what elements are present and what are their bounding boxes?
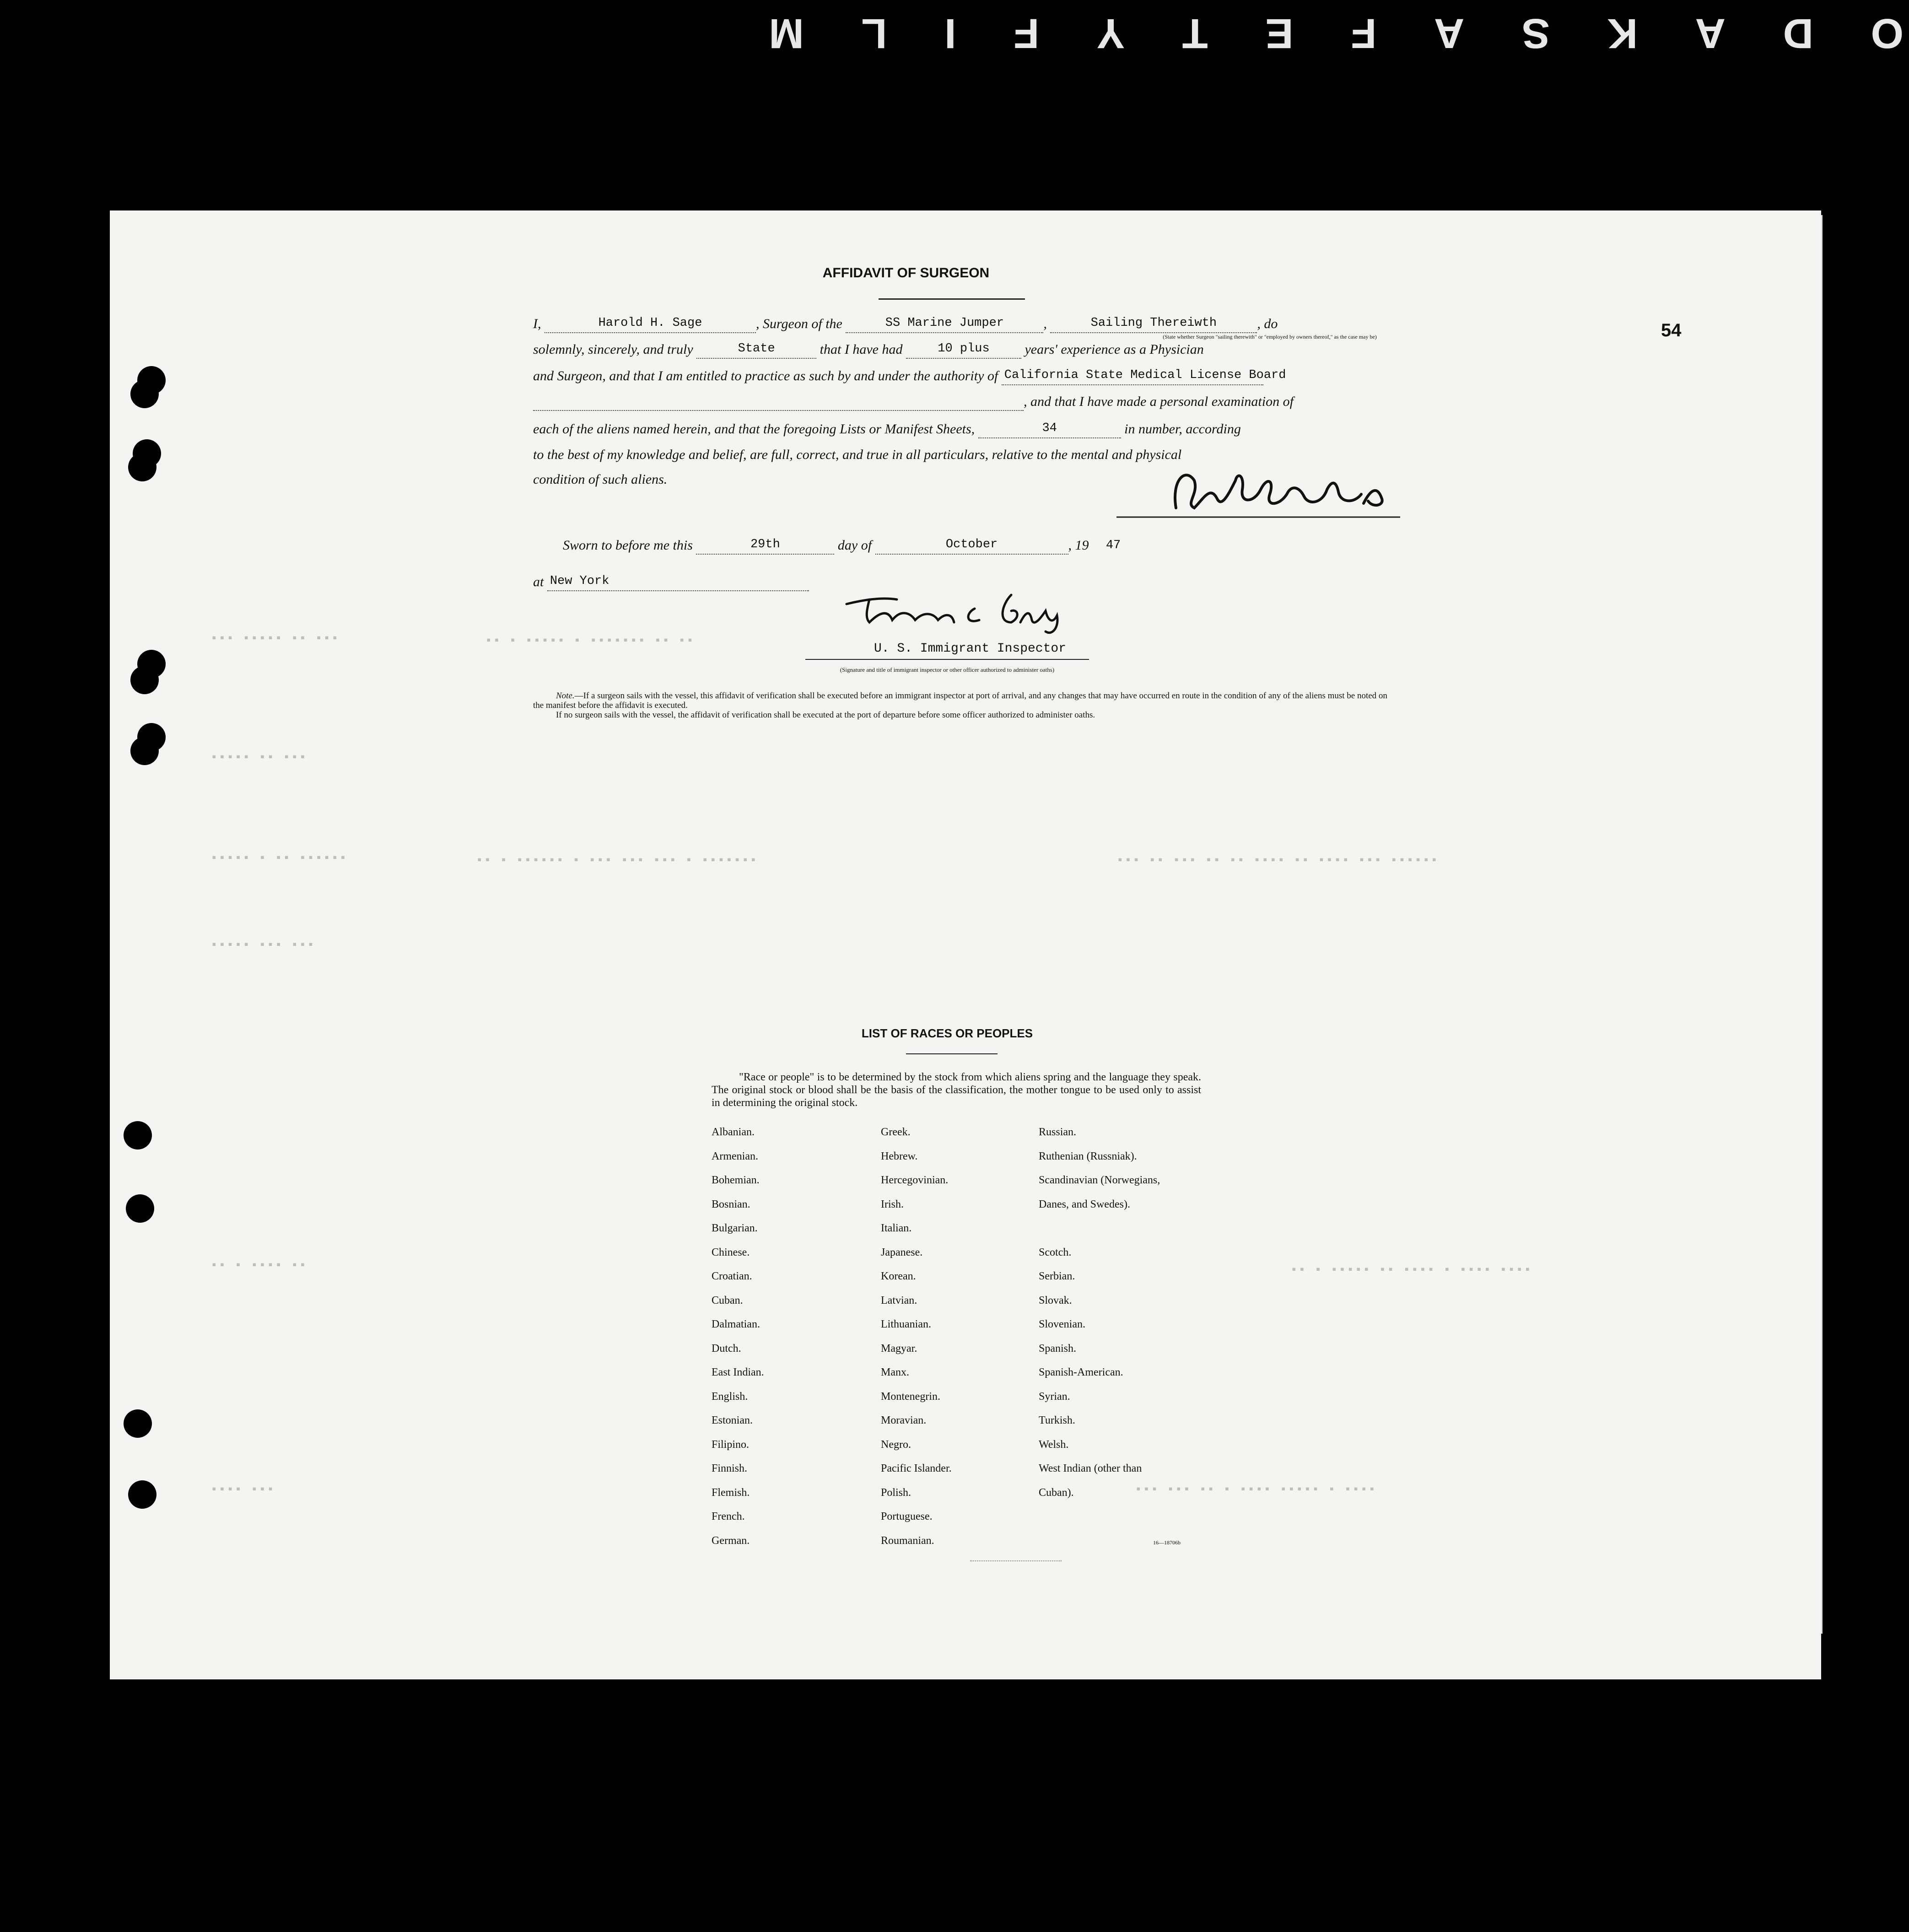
race-item: Lithuanian. [881,1318,931,1330]
race-item: East Indian. [712,1366,764,1378]
race-item: Scotch. [1039,1246,1072,1258]
affidavit-line-5 [533,419,1241,438]
film-edge-letter: Y [1096,10,1125,57]
film-edge-letter: T [1182,10,1208,57]
month-field: October [875,535,1068,555]
note-text-2: If no surgeon sails with the vessel, the affidavit of verification shall be executed at the port of departure before some officer authorized to administer oaths. [556,710,1095,720]
text: and Surgeon, and that I am entitled to practice as such by and under the authority of [533,368,998,383]
inspector-signature-line [805,659,1089,660]
race-item: Estonian. [712,1414,753,1426]
affidavit-line-7: condition of such aliens. [533,472,668,487]
race-item: English. [712,1390,748,1403]
race-item: Hebrew. [881,1150,918,1162]
punch-hole [124,1409,152,1438]
text: solemnly, sincerely, and truly [533,342,693,357]
form-number: 16—18706b [1153,1539,1181,1546]
race-item: Dutch. [712,1342,741,1355]
manifest-sheet-count-field: 34 [978,419,1121,438]
race-item: Spanish-American. [1039,1366,1123,1378]
race-item: Finnish. [712,1462,748,1474]
year-field: 47 [1105,539,1121,552]
years-experience-field: 10 plus [906,340,1021,359]
race-item: German. [712,1534,750,1547]
race-item: Syrian. [1039,1390,1070,1403]
inspector-caption: (Signature and title of immigrant inspector or other officer authorized to administer oaths) [840,666,1055,673]
race-item [1039,1577,1160,1601]
film-edge-letter: D [1783,10,1813,57]
text: each of the aliens named herein, and that the foregoing Lists or Manifest Sheets, [533,421,975,437]
race-item: Bulgarian. [712,1222,758,1234]
surgeon-name-field: Harold H. Sage [545,314,756,333]
text: in number, according [1124,421,1241,437]
film-edge-lettering [769,8,1904,59]
bleed-through-text: ▪▪▪▪▪ ▪ ▪▪ ▪▪▪▪▪▪ [210,851,348,865]
text: at [533,574,544,589]
race-item: French. [712,1511,745,1522]
races-title-underline [906,1053,998,1054]
bleed-through-text: ▪▪▪▪ ▪▪▪ [210,1483,275,1496]
bottom-rule [970,1560,1062,1561]
vessel-name-field: SS Marine Jumper [846,314,1043,333]
stated-field: State [696,340,816,359]
race-item: Pacific Islander. [881,1462,952,1474]
race-item: Scandinavian (Norwegians, Danes, and Swedes). [1039,1174,1160,1210]
race-item: Filipino. [712,1438,750,1451]
race-item: Japanese. [881,1246,923,1258]
text: years' experience as a Physician [1025,342,1204,357]
bleed-through-text: ▪▪▪ ▪▪▪ ▪▪ ▪ ▪▪▪▪ ▪▪▪▪▪ ▪ ▪▪▪▪ [1135,1483,1377,1496]
text: I, [533,316,541,331]
place-field: New York [547,572,809,591]
race-item: Chinese. [712,1246,750,1258]
film-edge-letter: M [769,10,804,57]
race-item: Polish. [881,1486,911,1499]
text: , do [1257,316,1278,331]
text: , Surgeon of the [756,316,842,331]
race-item: Russian. [1039,1126,1077,1138]
races-column-1 [712,1120,764,1553]
bleed-through-text: ▪▪▪ ▪▪ ▪▪▪ ▪▪ ▪▪ ▪▪▪▪ ▪▪ ▪▪▪▪ ▪▪▪ ▪▪▪▪▪▪ [1116,853,1439,867]
races-column-3 [1039,1120,1160,1601]
sailing-status-note: (State whether Surgeon "sailing therewith" or "employed by owners thereof," as the case may be) [1163,334,1377,340]
film-edge-letter: F [1351,10,1377,57]
race-item: Greek. [881,1126,911,1138]
race-item: Bosnian. [712,1198,750,1210]
text: , 19 [1068,538,1089,553]
inspector-title: U. S. Immigrant Inspector [874,642,1067,656]
note-label: Note. [556,691,575,701]
race-item: Serbian. [1039,1270,1075,1282]
film-edge-letter: O [1871,10,1904,57]
race-item: Slovak. [1039,1294,1072,1306]
film-edge-letter: A [1434,10,1465,57]
race-item: Roumanian. [881,1534,934,1547]
race-item: Spanish. [1039,1342,1077,1355]
bleed-through-text: ▪▪ ▪ ▪▪▪▪▪▪ ▪ ▪▪▪ ▪▪▪ ▪▪▪ ▪ ▪▪▪▪▪▪▪ [476,853,758,867]
race-item [1039,1553,1160,1577]
day-field: 29th [696,535,834,555]
punch-hole [130,666,159,694]
race-item: Portuguese. [881,1511,933,1522]
punch-hole [128,1480,156,1509]
surgeon-signature [1107,453,1418,526]
race-item: Hercegovinian. [881,1174,949,1186]
film-edge-letter: I [944,10,956,57]
race-item: Montenegrin. [881,1390,940,1403]
film-edge-letter: F [1014,10,1040,57]
affidavit-line-4 [533,393,1294,411]
race-item: Negro. [881,1438,911,1451]
text: Sworn to before me this [563,538,693,553]
punch-hole [126,1194,154,1223]
race-item: Bohemian. [712,1174,760,1186]
film-edge-letter: A [1695,10,1726,57]
race-item: Welsh. [1039,1438,1069,1451]
race-item [1039,1216,1160,1241]
note-text: —If a surgeon sails with the vessel, this affidavit of verification shall be executed before an immigrant inspector at port of arrival, and any changes that may have occurred en route in the condition of any of the aliens must be noted on the manifest before the affidavit is executed. [533,691,1387,710]
race-item: Armenian. [712,1150,758,1162]
race-item: Cuban. [712,1294,743,1306]
punch-hole [124,1121,152,1149]
film-edge-letter: E [1265,10,1294,57]
sworn-line [563,535,1134,555]
race-item: Magyar. [881,1342,917,1355]
bleed-through-text: ▪▪▪▪▪ ▪▪▪ ▪▪▪ [210,938,315,952]
verification-note [533,691,1393,720]
inspector-signature [837,581,1075,636]
bleed-through-text: ▪▪ ▪ ▪▪▪▪▪ ▪ ▪▪▪▪▪▪▪ ▪▪ ▪▪ [485,634,695,648]
punch-hole [130,380,159,408]
race-item: Ruthenian (Russniak). [1039,1150,1137,1162]
race-item: Irish. [881,1198,904,1210]
title-underline [879,298,1025,300]
race-item: West Indian (other than Cuban). [1039,1462,1142,1499]
affidavit-line-3 [533,366,1286,385]
affidavit-line-6: to the best of my knowledge and belief, are full, correct, and true in all particulars, relative to the mental and physical [533,447,1182,462]
bleed-through-text: ▪▪ ▪ ▪▪▪▪▪ ▪▪ ▪▪▪▪ ▪ ▪▪▪▪ ▪▪▪▪ [1290,1263,1532,1277]
text: day of [837,538,872,553]
race-item: Albanian. [712,1126,755,1138]
text: that I have had [820,342,903,357]
race-item: Korean. [881,1270,916,1282]
text: , [1043,316,1047,331]
sailing-status-field: Sailing Thereiwth [1050,314,1257,333]
punch-hole [128,453,156,481]
bleed-through-text: ▪▪▪ ▪▪▪▪▪ ▪▪ ▪▪▪ [210,631,340,645]
race-item: Dalmatian. [712,1318,760,1330]
race-item [1039,1505,1160,1529]
text: , and that I have made a personal examination of [1024,394,1294,409]
race-item: Manx. [881,1366,909,1378]
place-line [533,572,809,591]
affidavit-line-2 [533,340,1204,359]
bleed-through-text: ▪▪ ▪ ▪▪▪▪ ▪▪ [210,1258,307,1272]
race-item: Turkish. [1039,1414,1075,1426]
race-item: Moravian. [881,1414,927,1426]
affidavit-line-1 [533,314,1278,333]
page-number: 54 [1661,320,1682,340]
races-column-2 [881,1120,952,1553]
races-title: LIST OF RACES OR PEOPLES [861,1026,1033,1040]
punch-hole [130,737,159,765]
film-edge-letter: S [1521,10,1550,57]
film-edge-letter: L [861,10,887,57]
race-item: Latvian. [881,1294,917,1306]
race-item: Croatian. [712,1270,752,1282]
race-item: Italian. [881,1222,912,1234]
race-item [1039,1529,1160,1553]
authority-continuation-field [533,410,1024,411]
race-item: Flemish. [712,1486,750,1499]
race-item: Slovenian. [1039,1318,1085,1330]
affidavit-title: AFFIDAVIT OF SURGEON [822,265,990,281]
races-intro: "Race or people" is to be determined by the stock from which aliens spring and the language they speak. The original stock or blood shall be the basis of the classification, the mother tongue to be used only to assist in determining the original stock. [712,1071,1201,1109]
bleed-through-text: ▪▪▪▪▪ ▪▪ ▪▪▪ [210,750,307,764]
film-edge-letter: K [1607,10,1638,57]
license-authority-field: California State Medical License Board [1002,366,1263,385]
